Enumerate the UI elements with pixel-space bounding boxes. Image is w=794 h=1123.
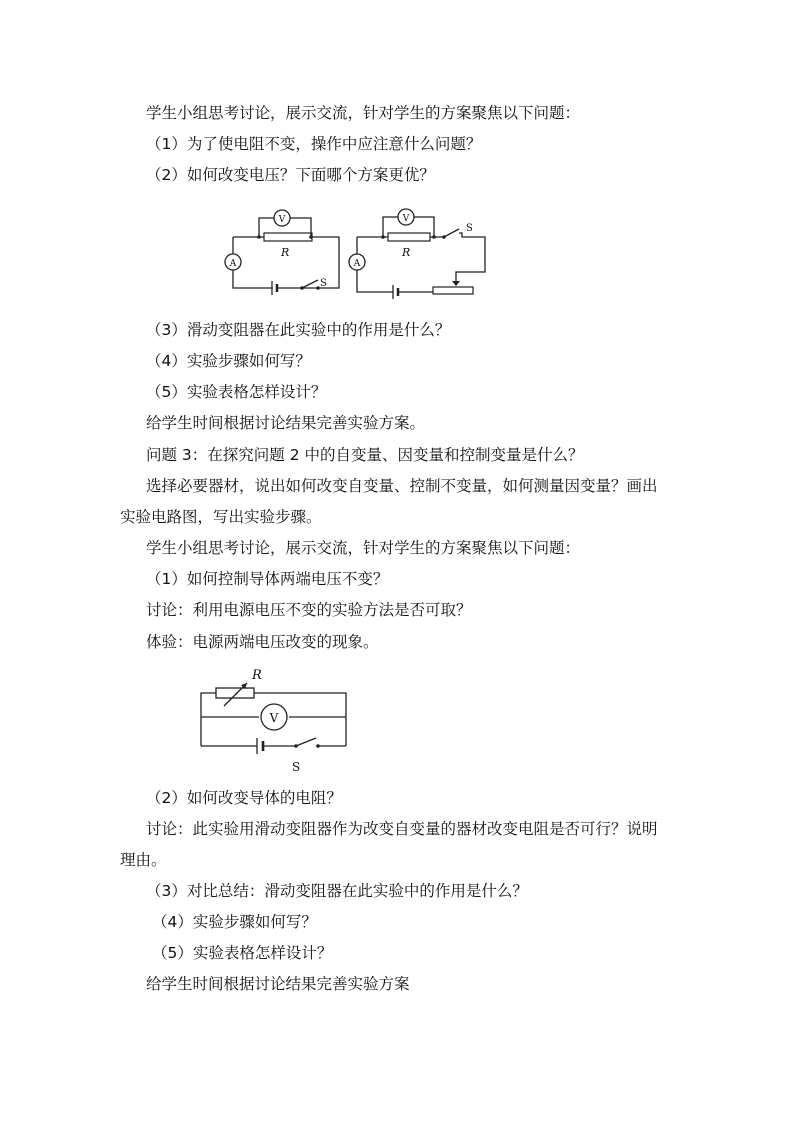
experience-1: 体验：电源两端电压改变的现象。 — [146, 633, 379, 651]
question-4b: （4）实验步骤如何写？ — [152, 913, 317, 931]
voltmeter-label: V — [269, 711, 279, 725]
variable-resistor-icon — [216, 688, 254, 698]
discussion-1: 讨论：利用电源电压不变的实验方法是否可取？ — [146, 601, 472, 619]
resistor-label: R — [402, 246, 411, 259]
ammeter-label: A — [353, 259, 361, 269]
question-5b: （5）实验表格怎样设计？ — [152, 944, 333, 962]
ammeter-label: A — [229, 259, 237, 269]
question-3: （3）滑动变阻器在此实验中的作用是什么？ — [146, 321, 451, 339]
question-1: （1）为了使电阻不变，操作中应注意什么问题？ — [146, 135, 482, 153]
discussion-2b: 理由。 — [120, 851, 167, 869]
resistor-label: R — [281, 246, 290, 259]
voltmeter-label: V — [278, 215, 286, 225]
paragraph-9b: 实验电路图，写出实验步骤。 — [120, 508, 322, 526]
problem-3: 问题 3：在探究问题 2 中的自变量、因变量和控制变量是什么？ — [146, 446, 584, 464]
discussion-2a: 讨论：此实验用滑动变阻器作为改变自变量的器材改变电阻是否可行？说明 — [146, 820, 658, 838]
question-2b: （2）如何改变导体的电阻？ — [146, 789, 342, 807]
switch-label: S — [320, 278, 327, 289]
paragraph-19: 给学生时间根据讨论结果完善实验方案 — [146, 975, 410, 993]
voltmeter-label: V — [402, 214, 410, 224]
paragraph-9a: 选择必要器材，说出如何改变自变量、控制不变量，如何测量因变量？画出 — [146, 477, 658, 495]
question-1b: （1）如何控制导体两端电压不变？ — [146, 570, 389, 588]
question-4: （4）实验步骤如何写？ — [146, 352, 311, 370]
question-3b: （3）对比总结：滑动变阻器在此实验中的作用是什么？ — [146, 882, 528, 900]
resistor-label: R — [252, 668, 262, 683]
paragraph-1: 学生小组思考讨论，展示交流，针对学生的方案聚焦以下问题： — [146, 104, 581, 122]
question-5: （5）实验表格怎样设计？ — [146, 383, 327, 401]
question-2: （2）如何改变电压？下面哪个方案更优？ — [146, 166, 435, 184]
switch-label: S — [466, 223, 473, 234]
paragraph-7: 给学生时间根据讨论结果完善实验方案。 — [146, 414, 426, 432]
paragraph-10: 学生小组思考讨论，展示交流，针对学生的方案聚焦以下问题： — [146, 539, 581, 557]
switch-label: S — [292, 760, 301, 774]
